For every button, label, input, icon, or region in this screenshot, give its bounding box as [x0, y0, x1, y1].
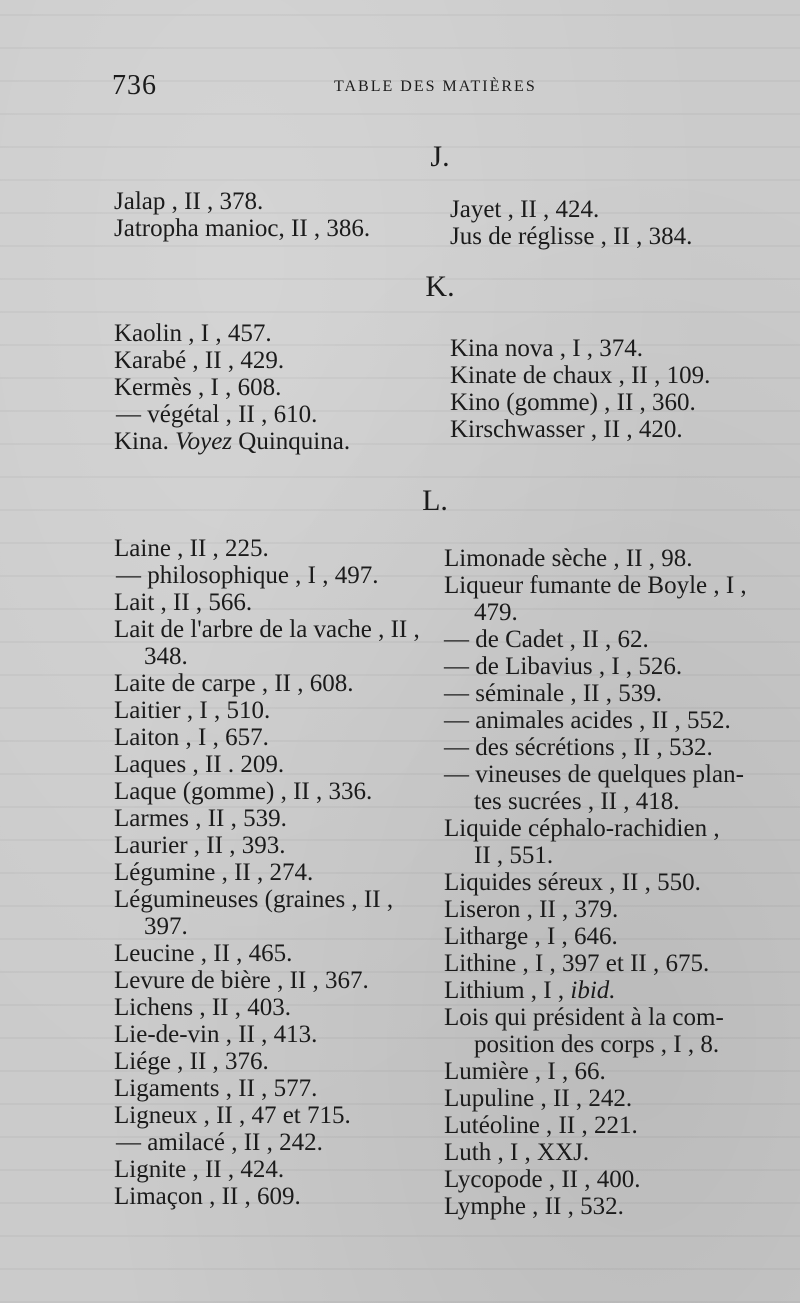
section-heading-j: J.	[430, 140, 450, 173]
index-entry: Lycopode , II , 400.	[444, 1166, 641, 1193]
index-entry: — des sécrétions , II , 532.	[444, 734, 713, 761]
index-entry: Lie-de-vin , II , 413.	[114, 1021, 318, 1048]
index-entry: — de Cadet , II , 62.	[444, 626, 649, 653]
index-entry: — philosophique , I , 497.	[116, 562, 379, 589]
index-entry: Jalap , II , 378.	[114, 188, 264, 215]
index-entry: Ligneux , II , 47 et 715.	[114, 1102, 351, 1129]
index-entry: Karabé , II , 429.	[114, 347, 285, 374]
index-entry: Lichens , II , 403.	[114, 994, 292, 1021]
index-entry: Liseron , II , 379.	[444, 896, 619, 923]
index-entry: — amilacé , II , 242.	[116, 1129, 323, 1156]
index-entry: Lumière , I , 66.	[444, 1058, 606, 1085]
index-entry: — séminale , II , 539.	[444, 680, 663, 707]
index-entry: Liquide céphalo-rachidien ,	[444, 815, 720, 842]
index-entry: — animales acides , II , 552.	[444, 707, 731, 734]
index-entry: Liége , II , 376.	[114, 1048, 269, 1075]
index-entry: Liqueur fumante de Boyle , I ,	[444, 572, 747, 599]
index-entry: Légumineuses (graines , II ,	[114, 886, 394, 913]
index-entry: Luth , I , XXJ.	[444, 1139, 590, 1166]
index-entry: Lymphe , II , 532.	[444, 1193, 624, 1220]
index-entry: Kina. Voyez Quinquina.	[114, 428, 351, 455]
index-entry: Larmes , II , 539.	[114, 805, 287, 832]
index-entry: Laitier , I , 510.	[114, 697, 271, 724]
index-entry: Lait de l'arbre de la vache , II ,	[114, 616, 420, 643]
index-entry-continuation: 479.	[474, 599, 518, 626]
running-title: TABLE DES MATIÈRES	[334, 78, 537, 95]
index-entry: Kinate de chaux , II , 109.	[450, 362, 711, 389]
index-entry-continuation: 397.	[144, 913, 188, 940]
index-entry: Kino (gomme) , II , 360.	[450, 389, 696, 416]
index-entry: Laques , II . 209.	[114, 751, 285, 778]
index-entry: Litharge , I , 646.	[444, 923, 618, 950]
index-entry-continuation: II , 551.	[474, 842, 554, 869]
index-entry: Kirschwasser , II , 420.	[450, 416, 683, 443]
index-entry: Lutéoline , II , 221.	[444, 1112, 638, 1139]
index-entry: — vineuses de quelques plan-	[444, 761, 744, 788]
index-entry: Liquides séreux , II , 550.	[444, 869, 701, 896]
index-entry: Lignite , II , 424.	[114, 1156, 285, 1183]
index-entry: Laque (gomme) , II , 336.	[114, 778, 373, 805]
index-entry: Kaolin , I , 457.	[114, 320, 272, 347]
index-entry: Jatropha manioc, II , 386.	[114, 215, 371, 242]
index-entry: Lupuline , II , 242.	[444, 1085, 633, 1112]
section-heading-l: L.	[422, 484, 448, 517]
index-entry: Lois qui président à la com-	[444, 1004, 724, 1031]
index-entry: Kermès , I , 608.	[114, 374, 282, 401]
index-entry: Kina nova , I , 374.	[450, 335, 644, 362]
index-entry: — végétal , II , 610.	[116, 401, 318, 428]
index-entry: Limonade sèche , II , 98.	[444, 545, 693, 572]
index-entry: Lithine , I , 397 et II , 675.	[444, 950, 710, 977]
index-entry: Jayet , II , 424.	[450, 196, 600, 223]
index-entry: Lithium , I , ibid.	[444, 977, 616, 1004]
index-entry-continuation: tes sucrées , II , 418.	[474, 788, 680, 815]
index-entry: Leucine , II , 465.	[114, 940, 293, 967]
page-header	[112, 70, 672, 100]
index-entry: Jus de réglisse , II , 384.	[450, 223, 693, 250]
index-entry-continuation: position des corps , I , 8.	[474, 1031, 720, 1058]
index-entry: Légumine , II , 274.	[114, 859, 314, 886]
index-entry: Laite de carpe , II , 608.	[114, 670, 354, 697]
index-entry: Limaçon , II , 609.	[114, 1183, 301, 1210]
index-entry: Lait , II , 566.	[114, 589, 253, 616]
index-entry: Ligaments , II , 577.	[114, 1075, 318, 1102]
index-entry: Laine , II , 225.	[114, 535, 269, 562]
index-entry: Levure de bière , II , 367.	[114, 967, 369, 994]
page-number: 736	[112, 70, 157, 101]
index-entry: Laurier , II , 393.	[114, 832, 286, 859]
section-heading-k: K.	[425, 270, 455, 303]
index-entry: Laiton , I , 657.	[114, 724, 269, 751]
index-entry: — de Libavius , I , 526.	[444, 653, 683, 680]
index-entry-continuation: 348.	[144, 643, 188, 670]
